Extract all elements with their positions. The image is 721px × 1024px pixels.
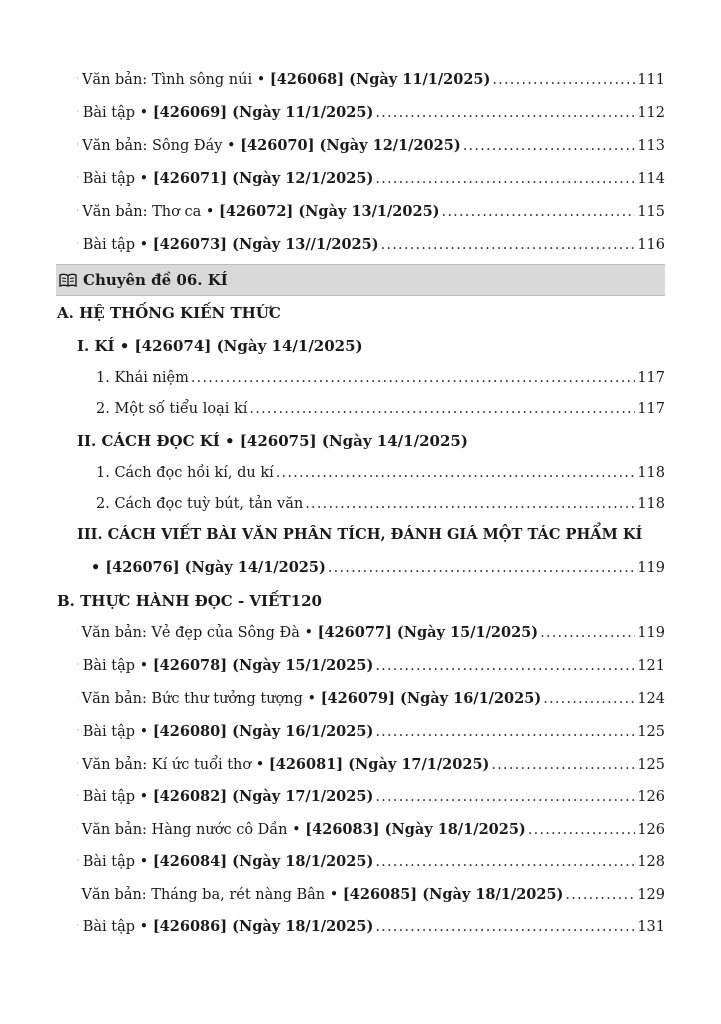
play-circle-icon [77, 691, 78, 703]
dot-leader [375, 914, 635, 940]
page-number: 131 [637, 919, 665, 935]
toc-entry[interactable]: Văn bản: Vẻ đẹp của Sông Đà • [426077] (Ngày 15/1/2025) ..... 119 [0, 620, 721, 646]
dot-leader [375, 166, 635, 192]
toc-entry[interactable]: Bài tập • [426069] (Ngày 11/1/2025) ..... 112 [0, 100, 721, 126]
toc-entry[interactable]: Bài tập • [426084] (Ngày 18/1/2025) ..... 128 [0, 849, 721, 875]
toc-entry[interactable]: Bài tập • [426073] (Ngày 13//1/2025) ..... 116 [0, 232, 721, 258]
dot-leader [375, 784, 635, 810]
page-number: 115 [637, 204, 665, 220]
toc-entry[interactable]: Văn bản: Tình sông núi • [426068] (Ngày 11/1/2025) ..... 111 [0, 67, 721, 93]
chapter-heading[interactable] [56, 264, 665, 296]
toc-entry[interactable]: Bài tập • [426082] (Ngày 17/1/2025) ..... 126 [0, 784, 721, 810]
dot-leader [565, 882, 635, 908]
page-number: 129 [637, 887, 665, 903]
page-number: 118 [637, 465, 665, 481]
info-circle-icon [77, 105, 79, 117]
page-number: 111 [637, 72, 665, 88]
toc-entry[interactable]: Văn bản: Hàng nước cô Dần • [426083] (Ngày 18/1/2025) ..... 126 [0, 817, 721, 843]
page-number: 116 [637, 237, 665, 253]
play-circle-icon [77, 625, 78, 637]
dot-leader [276, 460, 636, 486]
toc-entry[interactable]: Văn bản: Sông Đáy • [426070] (Ngày 12/1/2025) ..... 113 [0, 133, 721, 159]
dot-leader [375, 849, 635, 875]
subsection-cach-viet-heading[interactable]: III. CÁCH VIẾT BÀI VĂN PHÂN TÍCH, ĐÁNH GIÁ MỘT TÁC PHẨM KÍ [77, 526, 643, 543]
dot-leader [543, 686, 635, 712]
dot-leader [191, 365, 635, 391]
chapter-title: Chuyên đề 06. KÍ [83, 271, 228, 289]
page-number: 112 [637, 105, 665, 121]
toc-entry[interactable]: 2. Cách đọc tuỳ bút, tản văn ..... 118 [0, 491, 721, 517]
page-number: 124 [637, 691, 665, 707]
toc-entry[interactable]: Bài tập • [426086] (Ngày 18/1/2025) ..... 131 [0, 914, 721, 940]
page-number: 128 [637, 854, 665, 870]
section-a-heading[interactable]: A. HỆ THỐNG KIẾN THỨC [57, 304, 281, 322]
page-number: 117 [637, 370, 665, 386]
info-circle-icon [77, 854, 79, 866]
toc-entry[interactable]: 1. Khái niệm ..... 117 [0, 365, 721, 391]
page-number: 114 [637, 171, 665, 187]
toc-entry[interactable]: Bài tập • [426078] (Ngày 15/1/2025) ..... 121 [0, 653, 721, 679]
toc-entry[interactable]: • [426076] (Ngày 14/1/2025) ..... 119 [0, 555, 721, 581]
info-circle-icon [77, 237, 79, 249]
info-circle-icon [77, 724, 79, 736]
dot-leader [375, 653, 635, 679]
dot-leader [492, 67, 635, 93]
info-circle-icon [77, 171, 79, 183]
play-circle-icon [77, 822, 78, 834]
play-circle-icon [77, 757, 78, 769]
toc-entry[interactable]: Văn bản: Tháng ba, rét nàng Bân • [426085] (Ngày 18/1/2025) ..... 129 [0, 882, 721, 908]
dot-leader [491, 752, 635, 778]
dot-leader [375, 719, 635, 745]
dot-leader [381, 232, 636, 258]
play-circle-icon [77, 204, 78, 216]
page-number: 125 [637, 724, 665, 740]
page-number: 118 [637, 496, 665, 512]
play-circle-icon [77, 72, 78, 84]
dot-leader [463, 133, 636, 159]
page-number: 113 [637, 138, 665, 154]
toc-entry[interactable]: Bài tập • [426080] (Ngày 16/1/2025) ..... 125 [0, 719, 721, 745]
dot-leader [528, 817, 636, 843]
dot-leader [375, 100, 635, 126]
dot-leader [442, 199, 636, 225]
page-number: 126 [637, 789, 665, 805]
toc-entry[interactable]: Văn bản: Thơ ca • [426072] (Ngày 13/1/2025) ..... 115 [0, 199, 721, 225]
page-number: 126 [637, 822, 665, 838]
toc-entry[interactable]: 2. Một số tiểu loại kí ..... 117 [0, 396, 721, 422]
toc-entry[interactable]: Văn bản: Bức thư tưởng tượng • [426079] (Ngày 16/1/2025) ..... 124 [0, 686, 721, 712]
info-circle-icon [77, 919, 79, 931]
section-b-heading[interactable]: B. THỰC HÀNH ĐỌC - VIẾT120 [57, 592, 322, 610]
page-number: 117 [637, 401, 665, 417]
info-circle-icon [77, 658, 79, 670]
toc-entry[interactable]: Văn bản: Kí ức tuổi thơ • [426081] (Ngày 17/1/2025) ..... 125 [0, 752, 721, 778]
page-number: 119 [637, 560, 665, 576]
subsection-ki-heading[interactable]: I. KÍ • [426074] (Ngày 14/1/2025) [77, 337, 363, 355]
toc-entry[interactable]: Bài tập • [426071] (Ngày 12/1/2025) ..... 114 [0, 166, 721, 192]
page-number: 119 [637, 625, 665, 641]
open-book-icon [59, 273, 77, 287]
page-number: 125 [637, 757, 665, 773]
dot-leader [328, 555, 635, 581]
toc-entry[interactable]: 1. Cách đọc hồi kí, du kí ..... 118 [0, 460, 721, 486]
info-circle-icon [77, 789, 79, 801]
dot-leader [305, 491, 635, 517]
dot-leader [540, 620, 635, 646]
page-number: 121 [637, 658, 665, 674]
play-circle-icon [77, 138, 78, 150]
dot-leader [249, 396, 635, 422]
subsection-cach-doc-heading[interactable]: II. CÁCH ĐỌC KÍ • [426075] (Ngày 14/1/2025) [77, 432, 468, 450]
